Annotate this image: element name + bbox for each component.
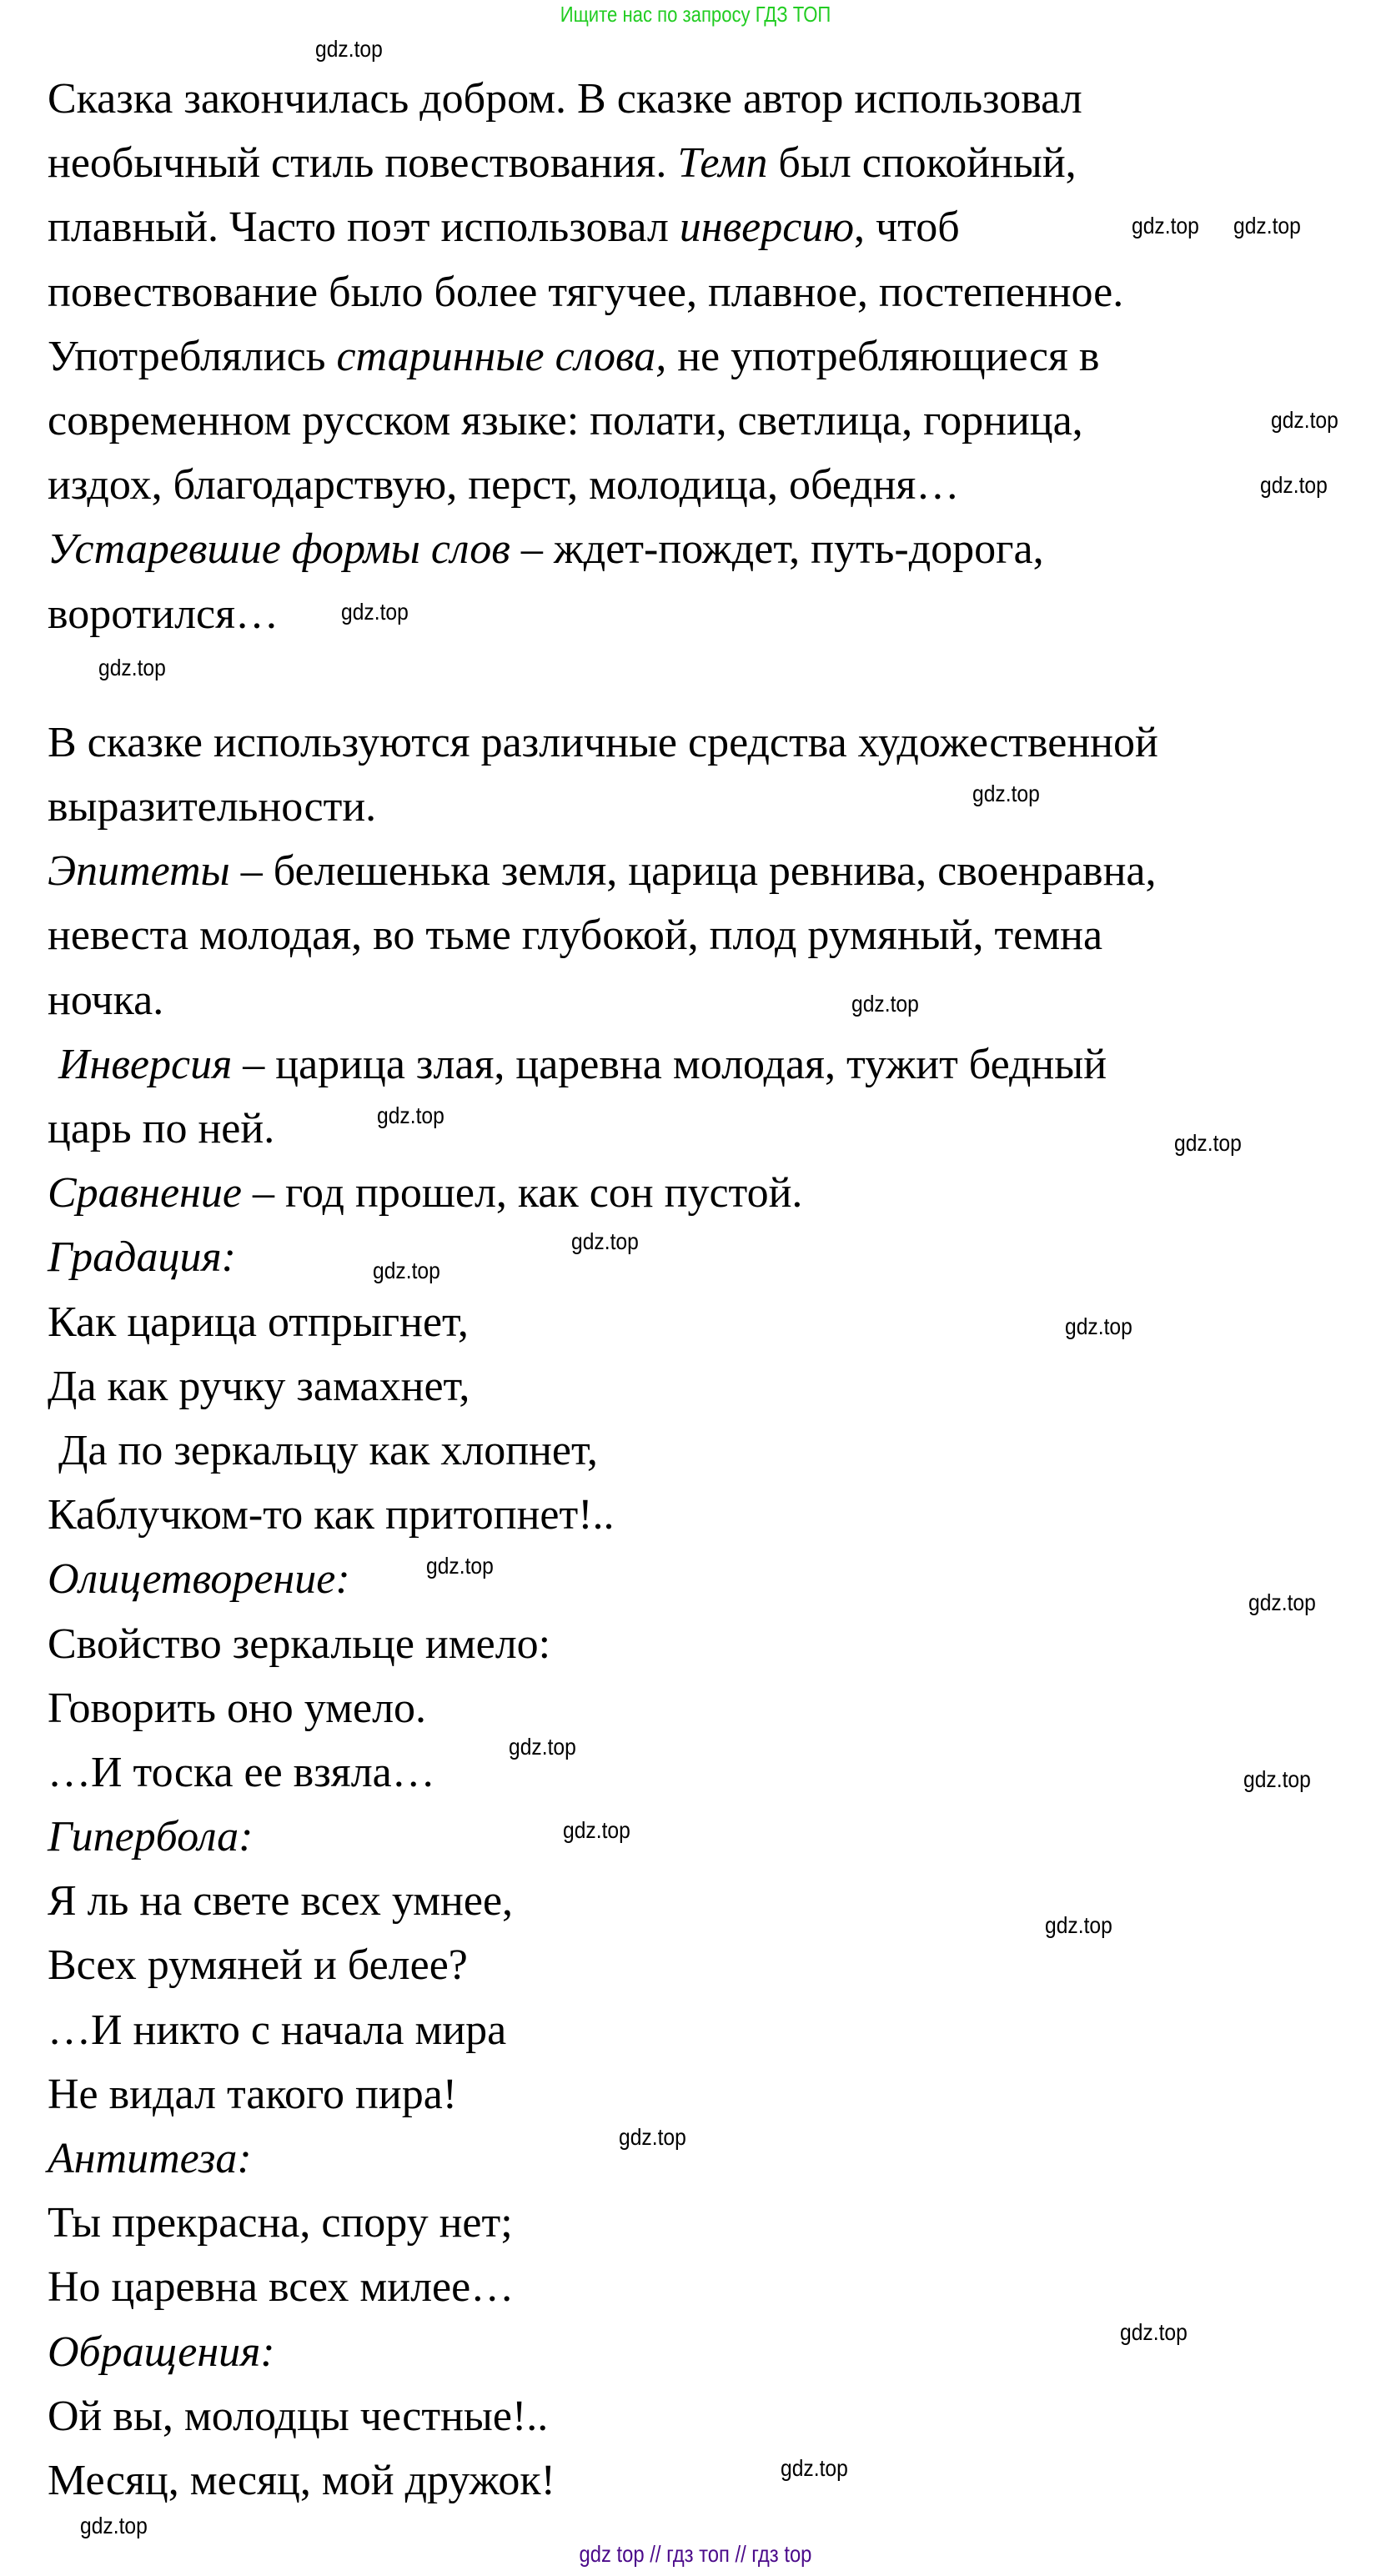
text-line (48, 2255, 514, 2319)
text-line (48, 260, 1123, 324)
text-segment: издох, благодарствую, перст, молодица, обедня… (48, 461, 960, 510)
italic-term: Эпитеты (48, 847, 230, 896)
text-segment: – белешенька земля, царица ревнива, своенравна, (229, 847, 1157, 896)
text-line (48, 1740, 435, 1805)
text-segment: Да как ручку замахнет, (48, 1362, 470, 1410)
watermark: gdz.top (1120, 2319, 1188, 2345)
watermark: gdz.top (1045, 1912, 1112, 1938)
text-segment: Говорить оно умело. (48, 1684, 427, 1732)
text-line (48, 775, 376, 839)
text-segment: был спокойный, (767, 139, 1077, 188)
text-line (48, 453, 959, 517)
watermark: gdz.top (426, 1553, 494, 1579)
text-line (48, 2384, 548, 2448)
watermark: gdz.top (509, 1734, 576, 1760)
italic-term: Устаревшие формы слов (48, 525, 510, 574)
italic-term: Сравнение (48, 1169, 243, 1218)
watermark: gdz.top (851, 991, 919, 1017)
text-segment: Сказка закончилась добром. В сказке автор использовал (48, 75, 1082, 123)
watermark: gdz.top (563, 1817, 630, 1843)
text-line (48, 517, 1044, 581)
text-segment: Всех румяней и белее? (48, 1941, 468, 1990)
text-segment: Каблучком-то как притопнет!.. (48, 1491, 615, 1539)
text-line (48, 968, 163, 1032)
text-segment: Ой вы, молодцы честные!.. (48, 2392, 549, 2440)
text-line (48, 324, 1099, 389)
text-line (48, 1612, 550, 1676)
text-line (48, 389, 1083, 453)
watermark: gdz.top (1065, 1313, 1132, 1339)
italic-term: инверсию (679, 203, 855, 252)
watermark: gdz.top (972, 781, 1040, 806)
text-line (48, 1483, 615, 1547)
text-segment: воротился… (48, 590, 279, 638)
watermark: gdz.top (1271, 407, 1338, 433)
text-segment: – царица злая, царевна молодая, тужит бедный (232, 1040, 1107, 1088)
text-segment: повествование было более тягучее, плавное, постепенное. (48, 268, 1124, 316)
text-line (48, 1676, 426, 1740)
italic-term: Обращения: (48, 2327, 275, 2376)
watermark: gdz.top (377, 1102, 444, 1128)
watermark: gdz.top (373, 1258, 440, 1283)
text-line (48, 1998, 506, 2062)
text-line (48, 711, 1158, 775)
text-line (48, 1419, 598, 1483)
text-segment: Но царевна всех милее… (48, 2263, 515, 2312)
watermark: gdz.top (571, 1228, 639, 1254)
text-line (48, 2062, 457, 2127)
text-segment: …И никто с начала мира (48, 2006, 507, 2054)
text-line (48, 1032, 1107, 1097)
italic-term: Инверсия (58, 1040, 233, 1088)
watermark: gdz.top (341, 599, 409, 625)
watermark: gdz.top (1132, 213, 1199, 239)
text-segment: необычный стиль повествования. (48, 139, 678, 188)
text-segment: Да по зеркальцу как хлопнет, (48, 1426, 598, 1474)
text-line (48, 1161, 802, 1225)
text-line (48, 67, 1082, 131)
italic-term: Олицетворение: (48, 1555, 350, 1604)
text-segment: Не видал такого пира! (48, 2070, 458, 2118)
text-line (48, 1547, 350, 1611)
italic-term: Антитеза: (48, 2135, 252, 2182)
watermark: gdz.top (1248, 1589, 1316, 1615)
text-segment: В сказке используются различные средства художественной (48, 718, 1158, 766)
text-segment: – ждет-пождет, путь-дорога, (510, 525, 1044, 574)
text-body (48, 67, 1373, 2513)
text-segment: Свойство зеркальце имело: (48, 1619, 551, 1668)
italic-term: Темп (677, 139, 768, 188)
text-segment: Я ль на свете всех умнее, (48, 1877, 514, 1926)
italic-term: старинные слова, (336, 332, 667, 380)
text-segment: выразительности. (48, 783, 377, 831)
text-segment: ночка. (48, 976, 164, 1024)
text-segment: не употребляющиеся в (666, 332, 1100, 380)
text-line (48, 2448, 555, 2513)
text-line (48, 1354, 470, 1419)
text-line (48, 839, 1157, 903)
text-segment: …И тоска ее взяла… (48, 1748, 435, 1796)
footer-banner: gdz top // гдз топ // гдз top (579, 2541, 812, 2567)
text-segment: – год прошел, как сон пустой. (242, 1169, 803, 1218)
text-segment: невеста молодая, во тьме глубокой, плод румяный, темна (48, 911, 1103, 960)
watermark: gdz.top (1174, 1130, 1242, 1156)
text-segment: , чтоб (854, 203, 960, 252)
search-banner: Ищите нас по запросу ГДЗ ТОП (560, 2, 831, 27)
text-segment: Месяц, месяц, мой дружок! (48, 2456, 555, 2504)
text-line (48, 1225, 236, 1289)
text-line (48, 131, 1077, 195)
watermark: gdz.top (619, 2124, 686, 2150)
watermark: gdz.top (1243, 1766, 1311, 1792)
text-line (48, 1933, 468, 1997)
text-line (48, 2320, 275, 2384)
text-line (48, 903, 1102, 967)
text-segment (48, 1041, 58, 1088)
text-segment: Как царица отпрыгнет, (48, 1298, 469, 1346)
text-segment: Ты прекрасна, спору нет; (48, 2199, 513, 2247)
italic-term: Гипербола: (48, 1813, 254, 1861)
text-segment: царь по ней. (48, 1105, 275, 1152)
watermark: gdz.top (315, 36, 383, 62)
watermark: gdz.top (80, 2513, 148, 2538)
watermark: gdz.top (781, 2455, 848, 2481)
text-line (48, 2191, 513, 2255)
text-segment: Употреблялись (48, 332, 337, 380)
text-line (48, 1097, 274, 1161)
text-segment: плавный. Часто поэт использовал (48, 203, 680, 252)
text-line (48, 1290, 469, 1354)
text-line (48, 1869, 513, 1933)
watermark: gdz.top (1233, 213, 1301, 239)
text-line (48, 1805, 253, 1869)
italic-term: Градация: (48, 1233, 236, 1282)
watermark: gdz.top (1260, 472, 1328, 498)
text-line (48, 2127, 252, 2191)
text-line (48, 195, 960, 259)
text-segment: современном русском языке: полати, светлица, горница, (48, 396, 1083, 444)
watermark: gdz.top (98, 655, 166, 680)
text-line (48, 582, 279, 646)
